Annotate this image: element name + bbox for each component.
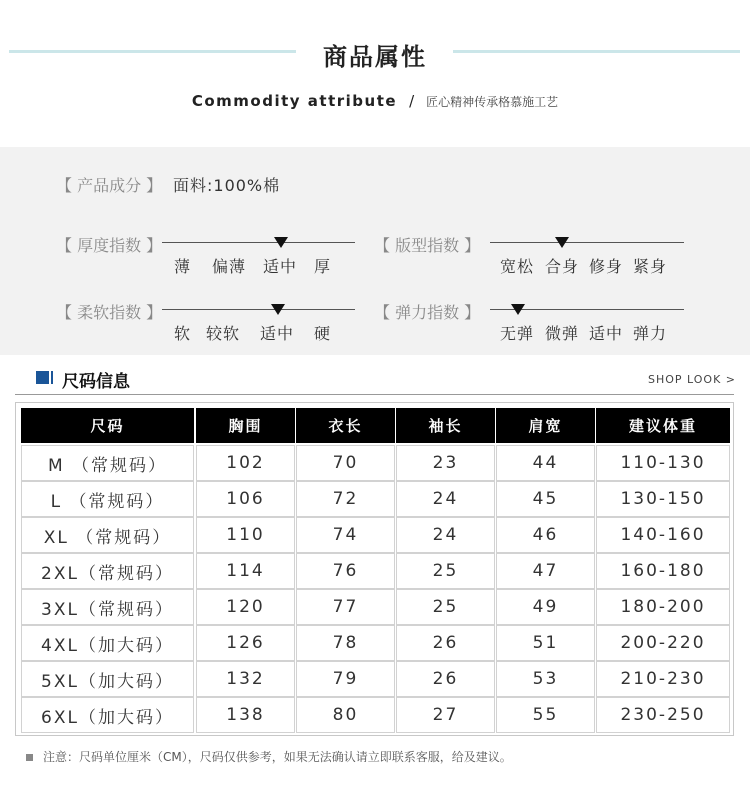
length-cell: 77 xyxy=(296,589,395,625)
composition-value: 面料:100%棉 xyxy=(173,176,281,195)
size-cell: 4XL（加大码） xyxy=(21,625,194,661)
weight-cell: 200-220 xyxy=(596,625,730,661)
header-subtitle xyxy=(0,91,750,110)
weight-cell: 210-230 xyxy=(596,661,730,697)
shoulder-cell: 47 xyxy=(496,553,595,589)
length-cell: 78 xyxy=(296,625,395,661)
fit-option: 宽松 xyxy=(500,257,535,276)
thickness-option: 适中 xyxy=(263,257,298,276)
thickness-label: 【 厚度指数 】 xyxy=(56,236,163,255)
subtitle-chinese: 匠心精神传承格慕施工艺 xyxy=(426,95,559,109)
chest-cell: 102 xyxy=(196,445,295,481)
size-cell: XL （常规码） xyxy=(21,517,194,553)
softness-option: 软 xyxy=(174,324,192,343)
thickness-scale-line xyxy=(162,242,355,243)
weight-cell: 130-150 xyxy=(596,481,730,517)
size-heading-bar-icon xyxy=(51,371,53,384)
size-cell: 6XL（加大码） xyxy=(21,697,194,733)
sleeve-col-header: 袖长 xyxy=(396,408,495,443)
subtitle-english: Commodity attribute xyxy=(191,92,398,110)
composition-label: 【 产品成分 】 xyxy=(56,176,163,195)
chest-cell: 138 xyxy=(196,697,295,733)
weight-col-header: 建议体重 xyxy=(596,408,730,443)
size-cell: 5XL（加大码） xyxy=(21,661,194,697)
chest-cell: 132 xyxy=(196,661,295,697)
chest-cell: 120 xyxy=(196,589,295,625)
thickness-option: 厚 xyxy=(314,257,332,276)
softness-marker-icon xyxy=(271,304,285,315)
softness-option: 硬 xyxy=(314,324,332,343)
elasticity-option: 弹力 xyxy=(633,324,668,343)
shoulder-cell: 51 xyxy=(496,625,595,661)
fit-option: 合身 xyxy=(545,257,580,276)
weight-cell: 110-130 xyxy=(596,445,730,481)
shoulder-col-header: 肩宽 xyxy=(496,408,595,443)
chest-cell: 106 xyxy=(196,481,295,517)
elasticity-label: 【 弹力指数 】 xyxy=(374,303,481,322)
section-title: 商品属性 xyxy=(323,43,427,71)
weight-cell: 140-160 xyxy=(596,517,730,553)
shoulder-cell: 55 xyxy=(496,697,595,733)
shoulder-cell: 53 xyxy=(496,661,595,697)
thickness-option: 偏薄 xyxy=(212,257,247,276)
size-cell: 3XL（常规码） xyxy=(21,589,194,625)
weight-cell: 230-250 xyxy=(596,697,730,733)
size-table xyxy=(15,402,734,736)
softness-label: 【 柔软指数 】 xyxy=(56,303,163,322)
sleeve-cell: 26 xyxy=(396,625,495,661)
sleeve-cell: 24 xyxy=(396,481,495,517)
shoulder-cell: 46 xyxy=(496,517,595,553)
thickness-marker-icon xyxy=(274,237,288,248)
softness-option: 适中 xyxy=(260,324,295,343)
thickness-option: 薄 xyxy=(174,257,192,276)
fit-scale-line xyxy=(490,242,684,243)
sleeve-cell: 26 xyxy=(396,661,495,697)
softness-scale-line xyxy=(162,309,355,310)
sleeve-cell: 25 xyxy=(396,589,495,625)
sleeve-cell: 25 xyxy=(396,553,495,589)
weight-cell: 160-180 xyxy=(596,553,730,589)
elasticity-option: 微弹 xyxy=(545,324,580,343)
length-cell: 72 xyxy=(296,481,395,517)
length-cell: 76 xyxy=(296,553,395,589)
size-cell: M （常规码） xyxy=(21,445,194,481)
attribute-panel xyxy=(0,147,750,355)
size-col-header: 尺码 xyxy=(21,408,194,443)
size-note-text: 注意：尺码单位厘米（CM），尺码仅供参考，如果无法确认请立即联系客服，给及建议。 xyxy=(43,750,512,764)
size-divider xyxy=(15,394,734,395)
elasticity-option: 适中 xyxy=(589,324,624,343)
size-heading-marker-icon xyxy=(36,371,49,384)
length-cell: 79 xyxy=(296,661,395,697)
size-cell: 2XL（常规码） xyxy=(21,553,194,589)
sleeve-cell: 27 xyxy=(396,697,495,733)
size-cell: L （常规码） xyxy=(21,481,194,517)
shoulder-cell: 49 xyxy=(496,589,595,625)
sleeve-cell: 24 xyxy=(396,517,495,553)
size-section-title: 尺码信息 xyxy=(62,372,130,392)
elasticity-marker-icon xyxy=(511,304,525,315)
length-col-header: 衣长 xyxy=(296,408,395,443)
sleeve-cell: 23 xyxy=(396,445,495,481)
softness-option: 较软 xyxy=(206,324,241,343)
chest-cell: 126 xyxy=(196,625,295,661)
length-cell: 80 xyxy=(296,697,395,733)
chest-col-header: 胸围 xyxy=(196,408,295,443)
shoulder-cell: 45 xyxy=(496,481,595,517)
elasticity-option: 无弹 xyxy=(500,324,535,343)
fit-option: 修身 xyxy=(589,257,624,276)
note-square-icon xyxy=(26,754,33,761)
fit-option: 紧身 xyxy=(633,257,668,276)
chest-cell: 110 xyxy=(196,517,295,553)
size-note xyxy=(26,748,512,765)
shoulder-cell: 44 xyxy=(496,445,595,481)
shop-look-link[interactable]: SHOP LOOK > xyxy=(647,373,736,386)
chest-cell: 114 xyxy=(196,553,295,589)
subtitle-separator: / xyxy=(409,92,415,110)
fit-marker-icon xyxy=(555,237,569,248)
length-cell: 74 xyxy=(296,517,395,553)
weight-cell: 180-200 xyxy=(596,589,730,625)
fit-label: 【 版型指数 】 xyxy=(374,236,481,255)
length-cell: 70 xyxy=(296,445,395,481)
